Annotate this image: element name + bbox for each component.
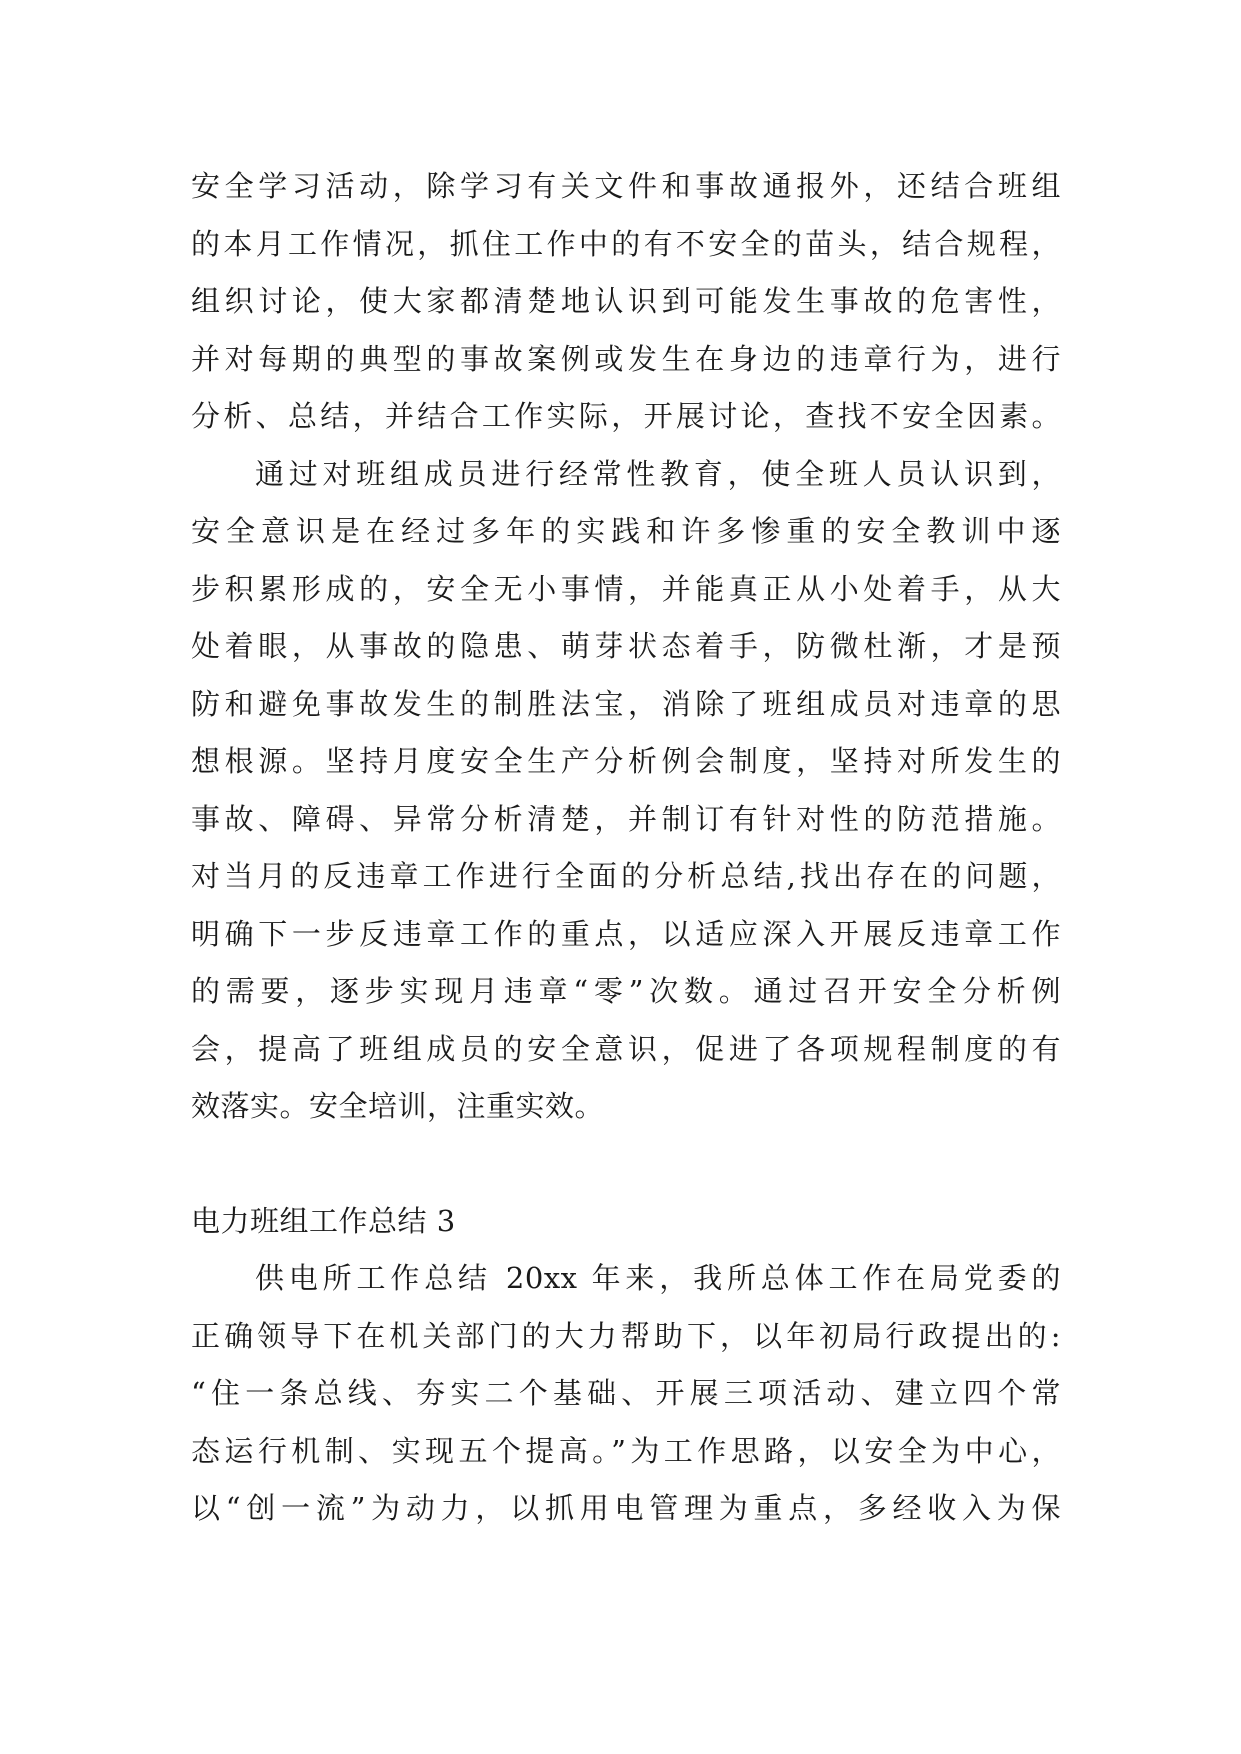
paragraph-2 — [191, 446, 1061, 1136]
text-line: 分析、总结，并结合工作实际，开展讨论，查找不安全因素。 — [191, 399, 1061, 433]
text-line: 通过对班组成员进行经常性教育，使全班人员认识到， — [255, 456, 1061, 491]
text-line: 正确领导下在机关部门的大力帮助下，以年初局行政提出的: — [191, 1318, 1061, 1353]
text-line: 明确下一步反违章工作的重点，以适应深入开展反违章工作 — [191, 916, 1061, 951]
text-line: 事故、障碍、异常分析清楚，并制订有针对性的防范措施。 — [191, 801, 1061, 836]
text-line: 安全意识是在经过多年的实践和许多惨重的安全教训中逐 — [191, 514, 1061, 548]
text-line: 对当月的反违章工作进行全面的分析总结,找出存在的问题， — [191, 859, 1061, 893]
section-heading: 电力班组工作总结 3 — [191, 1203, 456, 1238]
text-line: 步积累形成的，安全无小事情，并能真正从小处着手，从大 — [191, 571, 1061, 606]
text-line: 防和避免事故发生的制胜法宝，消除了班组成员对违章的思 — [191, 686, 1061, 721]
text-line: 并对每期的典型的事故案例或发生在身边的违章行为，进行 — [191, 341, 1061, 376]
text-line: 的本月工作情况，抓住工作中的有不安全的苗头，结合规程， — [191, 226, 1061, 261]
text-line: 态运行机制、实现五个提高。”为工作思路，以安全为中心， — [191, 1433, 1061, 1468]
text-line: 以“创一流”为动力，以抓用电管理为重点，多经收入为保 — [191, 1491, 1061, 1525]
text-line: 效落实。安全培训，注重实效。 — [191, 1089, 605, 1123]
text-line: 的需要，逐步实现月违章“零”次数。通过召开安全分析例 — [191, 974, 1061, 1008]
text-line: 想根源。坚持月度安全生产分析例会制度，坚持对所发生的 — [191, 744, 1061, 778]
paragraph-3 — [191, 1250, 1061, 1538]
text-line: 组织讨论，使大家都清楚地认识到可能发生事故的危害性， — [191, 284, 1061, 318]
section-gap — [191, 1136, 1061, 1193]
text-line: 会，提高了班组成员的安全意识，促进了各项规程制度的有 — [191, 1031, 1061, 1066]
text-line: 供电所工作总结 20xx 年来，我所总体工作在局党委的 — [255, 1261, 1061, 1295]
text-line: 安全学习活动，除学习有关文件和事故通报外，还结合班组 — [191, 169, 1061, 203]
paragraph-1 — [191, 158, 1061, 446]
text-line: 处着眼，从事故的隐患、萌芽状态着手，防微杜渐，才是预 — [191, 629, 1061, 663]
document-body — [191, 158, 1061, 1538]
text-line: “住一条总线、夯实二个基础、开展三项活动、建立四个常 — [191, 1376, 1061, 1410]
